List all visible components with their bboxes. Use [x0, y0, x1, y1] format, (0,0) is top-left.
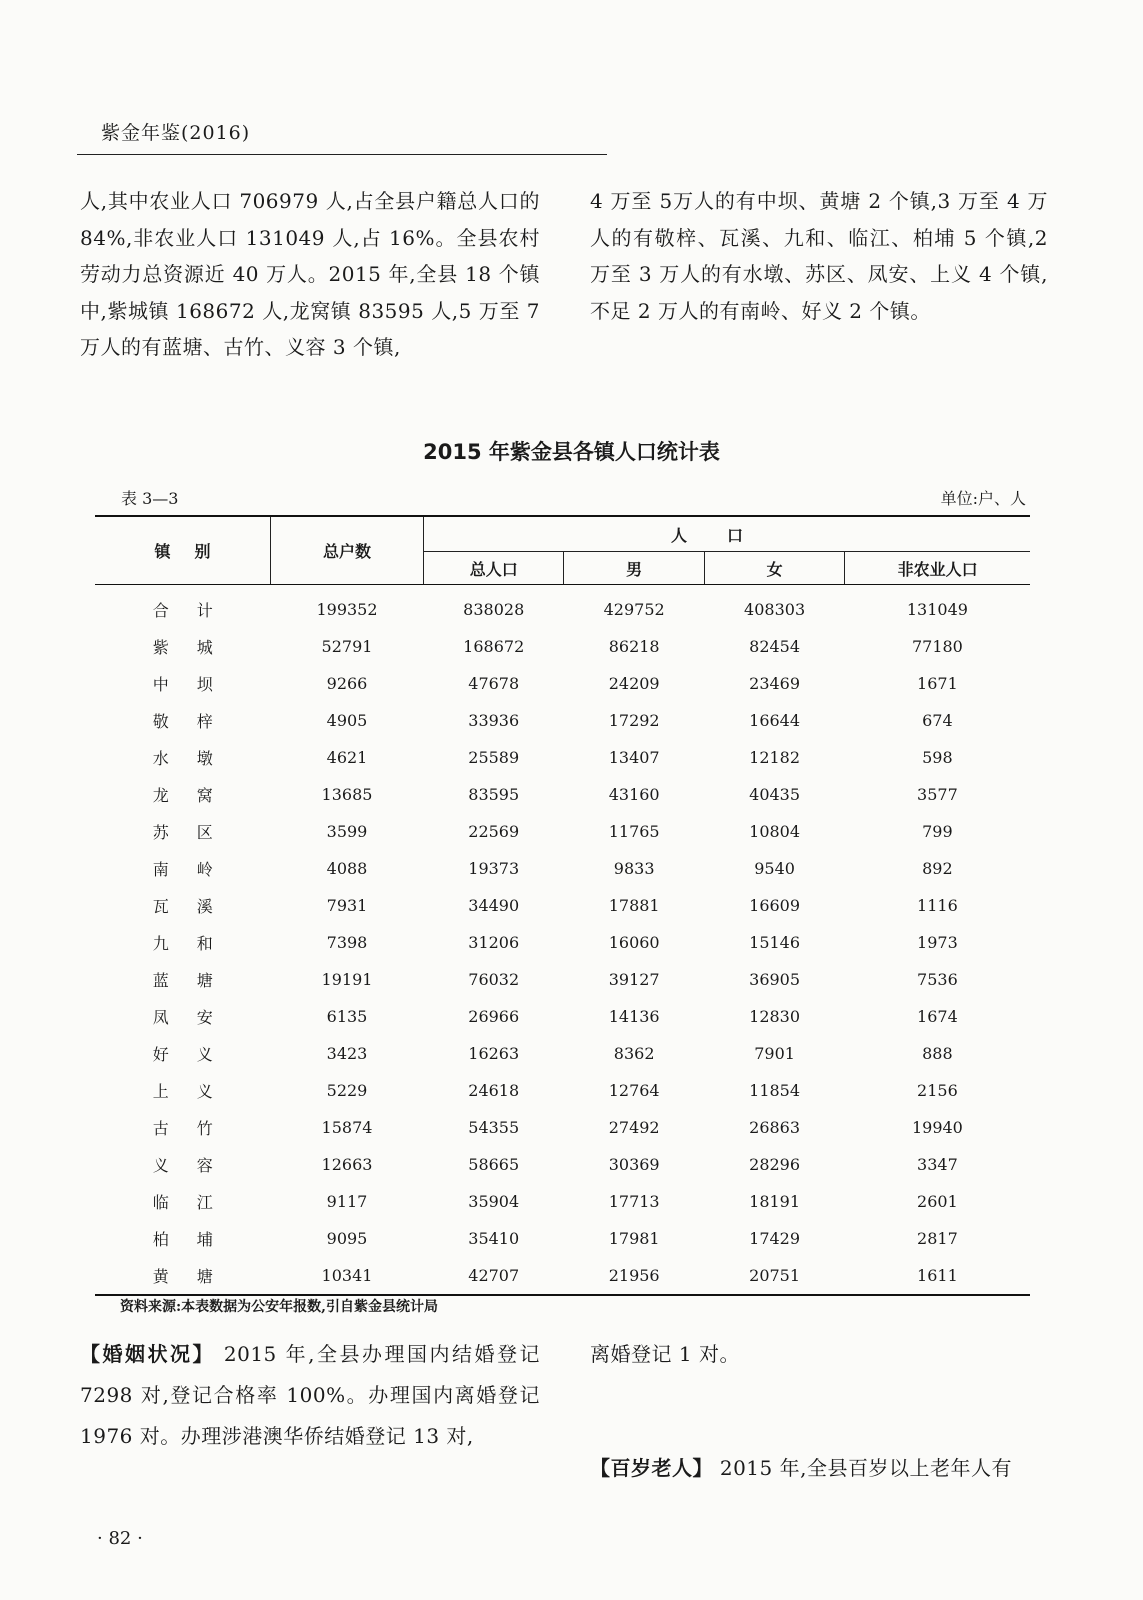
cell-non-agri: 799	[922, 822, 953, 841]
table-row	[95, 776, 1030, 813]
cell-non-agri: 131049	[906, 600, 968, 619]
intro-paragraph-left: 人,其中农业人口 706979 人,占全县户籍总人口的 84%,非农业人口 131049 人,占 16%。全县农村劳动力总资源近 40 万人。2015 年,全县 18 个镇中,紫城镇 168672 人,龙窝镇 83595 人,5 万至 7 万人的有蓝塘、古竹、义容 3 个镇,	[80, 189, 540, 359]
cell-total: 58665	[468, 1155, 520, 1174]
cell-male: 27492	[608, 1118, 660, 1137]
cell-town: 柏埔	[152, 1230, 241, 1249]
cell-non-agri: 1611	[845, 1257, 1030, 1295]
cell-female: 23469	[749, 674, 801, 693]
table-source-note: 资料来源:本表数据为公安年报数,引自紫金县统计局	[120, 1299, 439, 1315]
cell-female: 26863	[749, 1118, 801, 1137]
header-total-population: 总人口	[424, 552, 564, 585]
cell-total: 19373	[468, 859, 520, 878]
cell-households: 9117	[326, 1192, 368, 1211]
cell-female: 18191	[749, 1192, 801, 1211]
running-header-title: 紫金年鉴(2016)	[101, 122, 251, 144]
cell-town: 龙窝	[152, 786, 241, 805]
table-row	[95, 887, 1030, 924]
table-row	[95, 1072, 1030, 1109]
cell-total: 168672	[463, 637, 525, 656]
cell-non-agri: 19940	[911, 1118, 963, 1137]
cell-town: 瓦溪	[152, 897, 241, 916]
centenarian-text: 2015 年,全县百岁以上老年人有	[713, 1456, 1012, 1480]
header-households: 总户数	[271, 516, 424, 585]
cell-non-agri: 1116	[917, 896, 958, 915]
cell-households: 199352	[316, 600, 378, 619]
cell-non-agri: 888	[922, 1044, 953, 1063]
cell-male: 86218	[608, 637, 660, 656]
table-row	[95, 739, 1030, 776]
cell-households: 7398	[326, 933, 368, 952]
table-row	[95, 998, 1030, 1035]
marriage-paragraph-continued: 离婚登记 1 对。	[590, 1342, 740, 1366]
cell-town: 紫城	[152, 638, 241, 657]
cell-town: 蓝塘	[152, 971, 241, 990]
cell-households: 13685	[321, 785, 373, 804]
cell-non-agri: 1671	[917, 674, 958, 693]
table-row	[95, 628, 1030, 665]
cell-total: 42707	[424, 1257, 564, 1295]
cell-female: 16644	[749, 711, 801, 730]
cell-non-agri: 598	[922, 748, 953, 767]
cell-male: 21956	[564, 1257, 704, 1295]
cell-households: 12663	[321, 1155, 373, 1174]
cell-non-agri: 7536	[917, 970, 958, 989]
cell-male: 39127	[608, 970, 660, 989]
cell-female: 15146	[749, 933, 801, 952]
cell-male: 8362	[613, 1044, 655, 1063]
cell-households: 10341	[271, 1257, 424, 1295]
cell-households: 15874	[321, 1118, 373, 1137]
table-row	[95, 924, 1030, 961]
cell-town: 九和	[152, 934, 241, 953]
marriage-text: 2015 年,全县办理国内结婚登记 7298 对,登记合格率 100%。办理国内离婚登记 1976 对。办理涉港澳华侨结婚登记 13 对,	[80, 1342, 540, 1448]
cell-town: 南岭	[152, 860, 241, 879]
cell-households: 52791	[321, 637, 373, 656]
population-table	[95, 515, 1030, 1296]
cell-female: 28296	[749, 1155, 801, 1174]
cell-total: 838028	[463, 600, 525, 619]
cell-total: 22569	[468, 822, 520, 841]
header-male: 男	[564, 552, 704, 585]
cell-total: 35904	[468, 1192, 520, 1211]
cell-households: 5229	[326, 1081, 368, 1100]
cell-non-agri: 892	[922, 859, 953, 878]
cell-non-agri: 3347	[917, 1155, 958, 1174]
cell-town: 临江	[152, 1193, 241, 1212]
cell-male: 11765	[608, 822, 660, 841]
table-row	[95, 1257, 1030, 1295]
table-row	[95, 961, 1030, 998]
cell-male: 16060	[608, 933, 660, 952]
header-rule	[77, 154, 607, 155]
table-row	[95, 702, 1030, 739]
cell-town: 黄塘	[95, 1257, 271, 1295]
table-row	[95, 585, 1030, 629]
cell-households: 19191	[321, 970, 373, 989]
cell-total: 31206	[468, 933, 520, 952]
table-row	[95, 813, 1030, 850]
table-row	[95, 850, 1030, 887]
cell-households: 6135	[326, 1007, 368, 1026]
cell-town: 中坝	[152, 675, 241, 694]
cell-female: 82454	[749, 637, 801, 656]
intro-paragraph-right: 4 万至 5万人的有中坝、黄塘 2 个镇,3 万至 4 万人的有敬梓、瓦溪、九和、临江、柏埔 5 个镇,2 万至 3 万人的有水墩、苏区、凤安、上义 4 个镇,不足 2 万人的有南岭、好义 2 个镇。	[590, 189, 1048, 323]
table-row	[95, 1109, 1030, 1146]
table-title: 2015 年紫金县各镇人口统计表	[423, 440, 720, 464]
page-number: · 82 ·	[97, 1528, 143, 1549]
cell-female: 408303	[744, 600, 806, 619]
cell-female: 9540	[754, 859, 795, 878]
cell-total: 16263	[468, 1044, 520, 1063]
cell-total: 83595	[468, 785, 520, 804]
cell-non-agri: 3577	[917, 785, 958, 804]
cell-town: 义容	[152, 1156, 241, 1175]
cell-households: 3599	[326, 822, 368, 841]
cell-non-agri: 1674	[917, 1007, 958, 1026]
cell-female: 16609	[749, 896, 801, 915]
cell-total: 35410	[468, 1229, 520, 1248]
cell-total: 76032	[468, 970, 520, 989]
cell-town: 合计	[152, 601, 241, 620]
cell-non-agri: 77180	[911, 637, 963, 656]
cell-non-agri: 2817	[917, 1229, 958, 1248]
cell-female: 20751	[704, 1257, 844, 1295]
cell-female: 7901	[754, 1044, 795, 1063]
cell-female: 10804	[749, 822, 801, 841]
cell-total: 26966	[468, 1007, 520, 1026]
cell-total: 24618	[468, 1081, 520, 1100]
table-row	[95, 1146, 1030, 1183]
cell-female: 40435	[749, 785, 801, 804]
cell-male: 17713	[608, 1192, 660, 1211]
cell-total: 54355	[468, 1118, 520, 1137]
header-population: 人口	[424, 516, 1031, 552]
cell-male: 17981	[608, 1229, 660, 1248]
cell-male: 43160	[608, 785, 660, 804]
cell-male: 14136	[608, 1007, 660, 1026]
cell-town: 凤安	[152, 1008, 241, 1027]
cell-town: 敬梓	[152, 712, 241, 731]
cell-non-agri: 2601	[917, 1192, 958, 1211]
table-row	[95, 1220, 1030, 1257]
cell-male: 429752	[603, 600, 665, 619]
table-row	[95, 1183, 1030, 1220]
cell-male: 9833	[613, 859, 655, 878]
cell-female: 11854	[749, 1081, 801, 1100]
cell-total: 34490	[468, 896, 520, 915]
cell-non-agri: 2156	[917, 1081, 958, 1100]
header-female: 女	[704, 552, 844, 585]
cell-female: 12182	[749, 748, 801, 767]
cell-town: 苏区	[152, 823, 241, 842]
table-unit: 单位:户、人	[940, 489, 1026, 508]
cell-total: 25589	[468, 748, 520, 767]
cell-town: 水墩	[152, 749, 241, 768]
table-row	[95, 1035, 1030, 1072]
centenarian-heading: 【百岁老人】	[590, 1456, 713, 1480]
cell-male: 17881	[608, 896, 660, 915]
cell-total: 33936	[468, 711, 520, 730]
cell-female: 17429	[749, 1229, 801, 1248]
cell-female: 12830	[749, 1007, 801, 1026]
cell-households: 3423	[326, 1044, 368, 1063]
cell-male: 30369	[608, 1155, 660, 1174]
marriage-paragraph	[80, 1334, 540, 1457]
cell-households: 4088	[326, 859, 368, 878]
cell-non-agri: 1973	[917, 933, 958, 952]
cell-female: 36905	[749, 970, 801, 989]
cell-male: 13407	[608, 748, 660, 767]
centenarian-paragraph	[590, 1448, 1048, 1489]
table-row	[95, 665, 1030, 702]
cell-households: 7931	[326, 896, 368, 915]
cell-town: 古竹	[152, 1119, 241, 1138]
marriage-heading: 【婚姻状况】	[80, 1342, 216, 1366]
cell-town: 好义	[152, 1045, 241, 1064]
header-non-agricultural: 非农业人口	[845, 552, 1030, 585]
cell-non-agri: 674	[922, 711, 953, 730]
cell-total: 47678	[468, 674, 520, 693]
table-number: 表 3—3	[121, 489, 179, 508]
cell-male: 12764	[608, 1081, 660, 1100]
cell-households: 4621	[326, 748, 368, 767]
cell-male: 17292	[608, 711, 660, 730]
cell-households: 4905	[326, 711, 368, 730]
cell-households: 9266	[326, 674, 368, 693]
cell-town: 上义	[152, 1082, 241, 1101]
cell-households: 9095	[326, 1229, 368, 1248]
cell-male: 24209	[608, 674, 660, 693]
header-town: 镇别	[95, 516, 271, 585]
